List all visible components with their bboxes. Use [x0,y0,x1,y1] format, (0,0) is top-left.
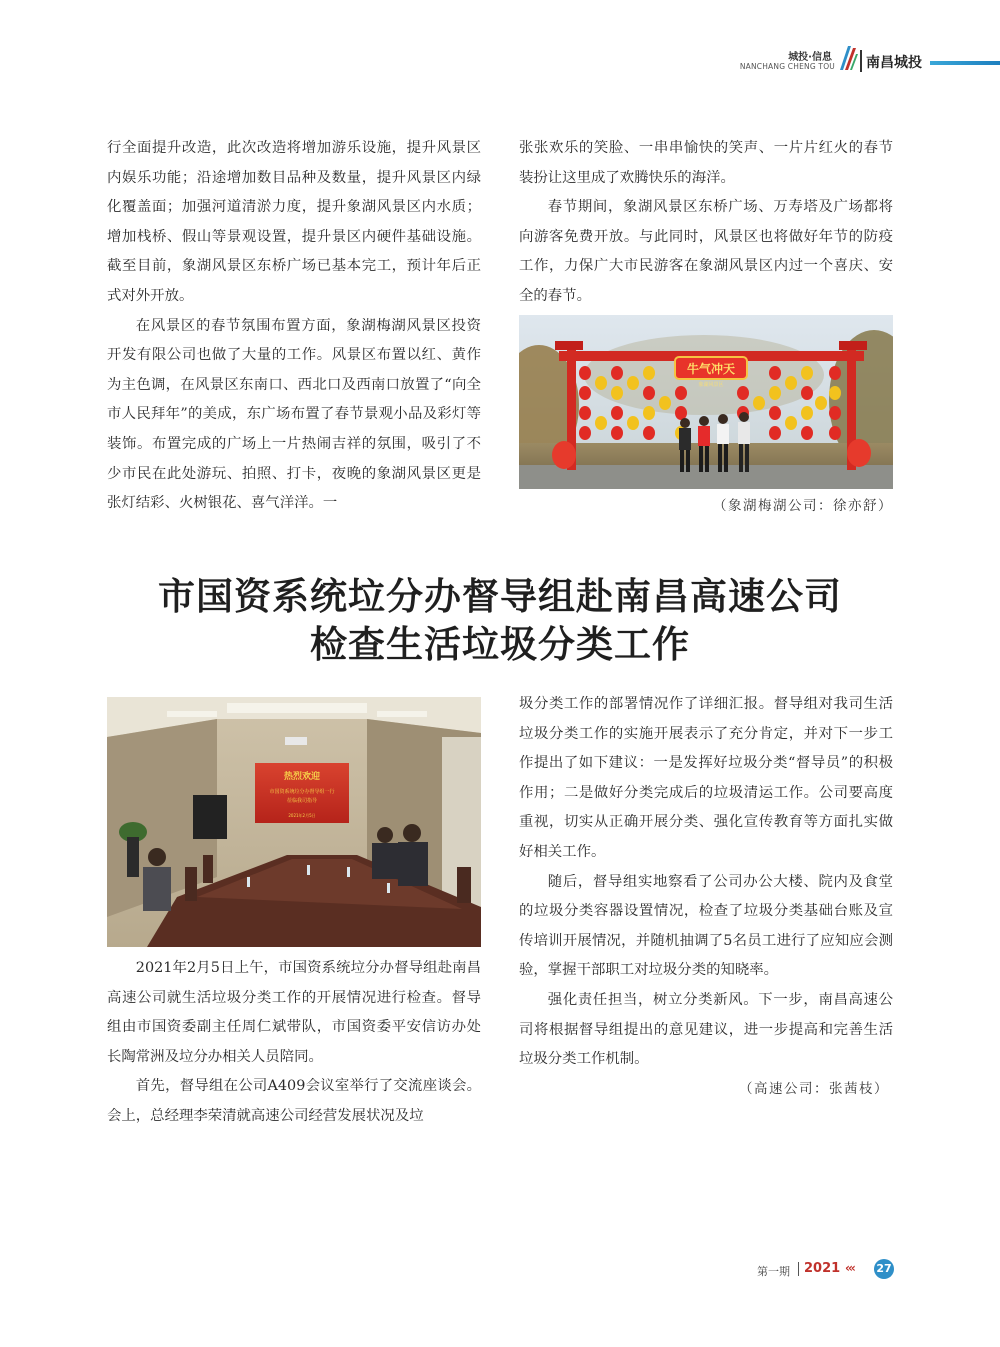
screen-sub-text-1: 市国资系统垃分办督导组一行 [269,789,335,795]
meeting-room-photo [107,697,481,947]
header-brand-english: NANCHANG CHENG TOU [739,62,835,71]
header-section-label: 城投·信息 [788,52,832,63]
article2-left-column [107,954,481,1132]
header-brand: 南昌城投 [866,55,922,71]
article1-right-column [519,134,893,312]
arch-sign-text: 牛气冲天 [686,362,736,376]
paragraph: 春节期间，象湖风景区东桥广场、万寿塔及广场都将向游客免费开放。与此同时，风景区也将做好年节的防疫工作，力保广大市民游客在象湖风景区内过一个喜庆、安全的春节。 [519,199,893,304]
article2-credit: （高速公司：张茜枝） [739,1081,889,1097]
arch-sign-subtext: 象湖风景区 [698,382,724,388]
header-divider [860,50,862,72]
article2-right-column [519,690,893,1075]
paragraph: 首先，督导组在公司A409会议室举行了交流座谈会。会上，总经理李荣清就高速公司经营发展状况及垃 [107,1078,481,1124]
article2-title-line1: 市国资系统垃分办督导组赴南昌高速公司 [158,575,842,618]
company-logo-icon [836,44,858,72]
header-accent-bar [930,61,1000,65]
footer-issue: 第一期 [757,1265,790,1278]
footer-chevrons-icon: ‹‹‹ [845,1261,854,1275]
paragraph: 在风景区的春节氛围布置方面，象湖梅湖风景区投资开发有限公司也做了大量的工作。风景区布置以红、黄作为主色调，在风景区东南口、西北口及西南口放置了“向全市人民拜年”的美成，东广场布置了春节景观小品及彩灯等装饰。布置完成的广场上一片热闹吉祥的氛围，吸引了不少市民在此处游玩、拍照、打卡，夜晚的象湖风景区更是张灯结彩、火树银花、喜气洋洋。一 [107,317,481,512]
festival-arch-illustration [519,315,893,489]
festival-arch-photo [519,315,893,489]
page-number: 27 [874,1259,894,1279]
screen-welcome-text: 热烈欢迎 [283,772,321,782]
screen-sub-text-2: 莅临我司指导 [286,798,318,804]
meeting-room-illustration [107,697,481,947]
article2-title-line2: 检查生活垃圾分类工作 [310,623,690,666]
article1-credit: （象湖梅湖公司：徐亦舒） [713,498,893,514]
footer-year: 2021 [804,1261,841,1276]
article1-left-column [107,134,481,519]
screen-date-text: 2021年2月5日 [288,813,316,818]
paragraph: 行全面提升改造，此次改造将增加游乐设施，提升风景区内娱乐功能；沿途增加数目品种及数量，提升风景区内绿化覆盖面；加强河道清淤力度，提升象湖风景区内水质；增加栈桥、假山等景观设置，提升景区内硬件基础设施。截至目前，象湖风景区东桥广场已基本完工，预计年后正式对外开放。 [107,140,481,304]
footer-divider [798,1262,799,1276]
paragraph: 随后，督导组实地察看了公司办公大楼、院内及食堂的垃圾分类容器设置情况，检查了垃圾分类基础台账及宣传培训开展情况，并随机抽调了5名员工进行了应知应会测验，掌握干部职工对垃圾分类的知晓率。 [519,873,893,979]
paragraph: 张张欢乐的笑脸、一串串愉快的笑声、一片片红火的春节装扮让这里成了欢腾快乐的海洋。 [519,140,893,186]
paragraph: 圾分类工作的部署情况作了详细汇报。督导组对我司生活垃圾分类工作的实施开展表示了充分肯定，并对下一步工作提出了如下建议：一是发挥好垃圾分类“督导员”的积极作用；二是做好分类完成后的垃圾清运工作。公司要高度重视，切实从正确开展分类、强化宣传教育等方面扎实做好相关工作。 [519,696,893,860]
paragraph: 2021年2月5日上午，市国资系统垃分办督导组赴南昌高速公司就生活垃圾分类工作的开展情况进行检查。督导组由市国资委副主任周仁斌带队，市国资委平安信访办处长陶常洲及垃分办相关人员陪同。 [107,960,481,1065]
paragraph: 强化责任担当，树立分类新风。下一步，南昌高速公司将根据督导组提出的意见建议，进一步提高和完善生活垃圾分类工作机制。 [519,991,893,1068]
